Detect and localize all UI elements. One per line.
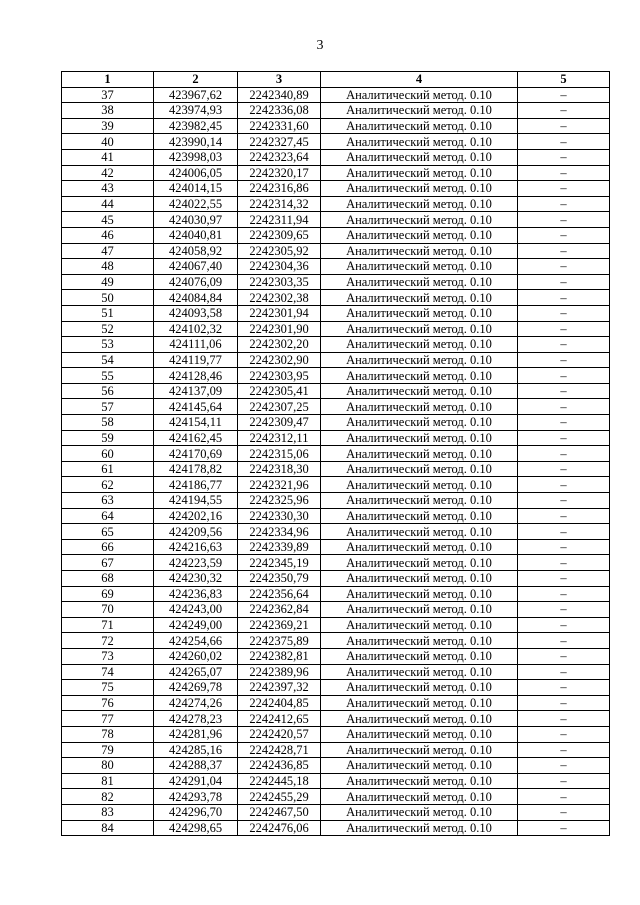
point-number-cell: 50	[62, 290, 154, 306]
x-coordinate-cell: 424084,84	[154, 290, 238, 306]
method-cell: Аналитический метод. 0.10	[321, 399, 518, 415]
point-number-cell: 51	[62, 305, 154, 321]
remark-cell: –	[518, 648, 610, 664]
x-coordinate-cell: 424269,78	[154, 680, 238, 696]
remark-cell: –	[518, 773, 610, 789]
remark-cell: –	[518, 274, 610, 290]
method-cell: Аналитический метод. 0.10	[321, 617, 518, 633]
header-col-2: 2	[154, 72, 238, 88]
x-coordinate-cell: 424119,77	[154, 352, 238, 368]
y-coordinate-cell: 2242302,90	[238, 352, 321, 368]
y-coordinate-cell: 2242339,89	[238, 539, 321, 555]
table-row	[62, 664, 610, 680]
point-number-cell: 60	[62, 446, 154, 462]
method-cell: Аналитический метод. 0.10	[321, 664, 518, 680]
method-cell: Аналитический метод. 0.10	[321, 430, 518, 446]
table-row	[62, 711, 610, 727]
y-coordinate-cell: 2242476,06	[238, 820, 321, 836]
remark-cell: –	[518, 290, 610, 306]
point-number-cell: 75	[62, 680, 154, 696]
remark-cell: –	[518, 149, 610, 165]
x-coordinate-cell: 424285,16	[154, 742, 238, 758]
table-row	[62, 524, 610, 540]
x-coordinate-cell: 424293,78	[154, 789, 238, 805]
y-coordinate-cell: 2242307,25	[238, 399, 321, 415]
remark-cell: –	[518, 383, 610, 399]
point-number-cell: 37	[62, 87, 154, 103]
y-coordinate-cell: 2242323,64	[238, 149, 321, 165]
y-coordinate-cell: 2242325,96	[238, 493, 321, 509]
table-row	[62, 773, 610, 789]
table-row	[62, 633, 610, 649]
x-coordinate-cell: 424154,11	[154, 415, 238, 431]
remark-cell: –	[518, 586, 610, 602]
point-number-cell: 43	[62, 181, 154, 197]
y-coordinate-cell: 2242436,85	[238, 758, 321, 774]
table-row	[62, 430, 610, 446]
method-cell: Аналитический метод. 0.10	[321, 726, 518, 742]
y-coordinate-cell: 2242303,35	[238, 274, 321, 290]
remark-cell: –	[518, 196, 610, 212]
y-coordinate-cell: 2242321,96	[238, 477, 321, 493]
x-coordinate-cell: 423990,14	[154, 134, 238, 150]
remark-cell: –	[518, 695, 610, 711]
table-row	[62, 726, 610, 742]
table-row	[62, 227, 610, 243]
y-coordinate-cell: 2242350,79	[238, 571, 321, 587]
point-number-cell: 42	[62, 165, 154, 181]
x-coordinate-cell: 424067,40	[154, 259, 238, 275]
x-coordinate-cell: 424216,63	[154, 539, 238, 555]
method-cell: Аналитический метод. 0.10	[321, 742, 518, 758]
method-cell: Аналитический метод. 0.10	[321, 134, 518, 150]
table-row	[62, 87, 610, 103]
method-cell: Аналитический метод. 0.10	[321, 383, 518, 399]
table-row	[62, 586, 610, 602]
method-cell: Аналитический метод. 0.10	[321, 477, 518, 493]
y-coordinate-cell: 2242455,29	[238, 789, 321, 805]
point-number-cell: 49	[62, 274, 154, 290]
method-cell: Аналитический метод. 0.10	[321, 711, 518, 727]
method-cell: Аналитический метод. 0.10	[321, 337, 518, 353]
table-row	[62, 571, 610, 587]
y-coordinate-cell: 2242315,06	[238, 446, 321, 462]
point-number-cell: 64	[62, 508, 154, 524]
method-cell: Аналитический метод. 0.10	[321, 539, 518, 555]
table-row	[62, 103, 610, 119]
point-number-cell: 71	[62, 617, 154, 633]
remark-cell: –	[518, 758, 610, 774]
point-number-cell: 69	[62, 586, 154, 602]
x-coordinate-cell: 424194,55	[154, 493, 238, 509]
table-row	[62, 415, 610, 431]
x-coordinate-cell: 423998,03	[154, 149, 238, 165]
point-number-cell: 74	[62, 664, 154, 680]
x-coordinate-cell: 423967,62	[154, 87, 238, 103]
y-coordinate-cell: 2242311,94	[238, 212, 321, 228]
y-coordinate-cell: 2242336,08	[238, 103, 321, 119]
x-coordinate-cell: 424178,82	[154, 461, 238, 477]
remark-cell: –	[518, 321, 610, 337]
y-coordinate-cell: 2242412,65	[238, 711, 321, 727]
point-number-cell: 53	[62, 337, 154, 353]
table-row	[62, 695, 610, 711]
method-cell: Аналитический метод. 0.10	[321, 648, 518, 664]
table-row	[62, 399, 610, 415]
x-coordinate-cell: 423974,93	[154, 103, 238, 119]
remark-cell: –	[518, 539, 610, 555]
point-number-cell: 67	[62, 555, 154, 571]
y-coordinate-cell: 2242445,18	[238, 773, 321, 789]
method-cell: Аналитический метод. 0.10	[321, 305, 518, 321]
point-number-cell: 59	[62, 430, 154, 446]
method-cell: Аналитический метод. 0.10	[321, 290, 518, 306]
method-cell: Аналитический метод. 0.10	[321, 259, 518, 275]
point-number-cell: 47	[62, 243, 154, 259]
x-coordinate-cell: 424260,02	[154, 648, 238, 664]
x-coordinate-cell: 424093,58	[154, 305, 238, 321]
y-coordinate-cell: 2242375,89	[238, 633, 321, 649]
table-row	[62, 118, 610, 134]
method-cell: Аналитический метод. 0.10	[321, 602, 518, 618]
remark-cell: –	[518, 243, 610, 259]
x-coordinate-cell: 424296,70	[154, 804, 238, 820]
point-number-cell: 76	[62, 695, 154, 711]
y-coordinate-cell: 2242302,38	[238, 290, 321, 306]
remark-cell: –	[518, 415, 610, 431]
table-row	[62, 742, 610, 758]
x-coordinate-cell: 424022,55	[154, 196, 238, 212]
table-row	[62, 648, 610, 664]
method-cell: Аналитический метод. 0.10	[321, 181, 518, 197]
remark-cell: –	[518, 617, 610, 633]
x-coordinate-cell: 424230,32	[154, 571, 238, 587]
method-cell: Аналитический метод. 0.10	[321, 368, 518, 384]
remark-cell: –	[518, 337, 610, 353]
method-cell: Аналитический метод. 0.10	[321, 352, 518, 368]
remark-cell: –	[518, 461, 610, 477]
remark-cell: –	[518, 118, 610, 134]
remark-cell: –	[518, 352, 610, 368]
method-cell: Аналитический метод. 0.10	[321, 274, 518, 290]
y-coordinate-cell: 2242397,32	[238, 680, 321, 696]
table-row	[62, 305, 610, 321]
method-cell: Аналитический метод. 0.10	[321, 227, 518, 243]
point-number-cell: 63	[62, 493, 154, 509]
remark-cell: –	[518, 477, 610, 493]
x-coordinate-cell: 424236,83	[154, 586, 238, 602]
x-coordinate-cell: 424223,59	[154, 555, 238, 571]
point-number-cell: 73	[62, 648, 154, 664]
y-coordinate-cell: 2242362,84	[238, 602, 321, 618]
point-number-cell: 77	[62, 711, 154, 727]
table-row	[62, 181, 610, 197]
point-number-cell: 52	[62, 321, 154, 337]
method-cell: Аналитический метод. 0.10	[321, 571, 518, 587]
remark-cell: –	[518, 430, 610, 446]
table-row	[62, 383, 610, 399]
x-coordinate-cell: 424128,46	[154, 368, 238, 384]
point-number-cell: 56	[62, 383, 154, 399]
method-cell: Аналитический метод. 0.10	[321, 446, 518, 462]
table-row	[62, 461, 610, 477]
method-cell: Аналитический метод. 0.10	[321, 118, 518, 134]
remark-cell: –	[518, 555, 610, 571]
x-coordinate-cell: 424145,64	[154, 399, 238, 415]
remark-cell: –	[518, 87, 610, 103]
table-body	[62, 87, 610, 836]
y-coordinate-cell: 2242318,30	[238, 461, 321, 477]
y-coordinate-cell: 2242340,89	[238, 87, 321, 103]
remark-cell: –	[518, 259, 610, 275]
x-coordinate-cell: 424202,16	[154, 508, 238, 524]
header-col-4: 4	[321, 72, 518, 88]
method-cell: Аналитический метод. 0.10	[321, 524, 518, 540]
method-cell: Аналитический метод. 0.10	[321, 461, 518, 477]
table-row	[62, 758, 610, 774]
point-number-cell: 46	[62, 227, 154, 243]
remark-cell: –	[518, 820, 610, 836]
table-row	[62, 804, 610, 820]
x-coordinate-cell: 424288,37	[154, 758, 238, 774]
page-number: 3	[316, 38, 324, 53]
x-coordinate-cell: 424076,09	[154, 274, 238, 290]
x-coordinate-cell: 424281,96	[154, 726, 238, 742]
x-coordinate-cell: 424102,32	[154, 321, 238, 337]
method-cell: Аналитический метод. 0.10	[321, 103, 518, 119]
x-coordinate-cell: 424274,26	[154, 695, 238, 711]
method-cell: Аналитический метод. 0.10	[321, 243, 518, 259]
remark-cell: –	[518, 804, 610, 820]
remark-cell: –	[518, 368, 610, 384]
method-cell: Аналитический метод. 0.10	[321, 586, 518, 602]
remark-cell: –	[518, 227, 610, 243]
method-cell: Аналитический метод. 0.10	[321, 820, 518, 836]
y-coordinate-cell: 2242334,96	[238, 524, 321, 540]
x-coordinate-cell: 423982,45	[154, 118, 238, 134]
point-number-cell: 61	[62, 461, 154, 477]
table-row	[62, 820, 610, 836]
point-number-cell: 80	[62, 758, 154, 774]
y-coordinate-cell: 2242382,81	[238, 648, 321, 664]
header-col-3: 3	[238, 72, 321, 88]
x-coordinate-cell: 424243,00	[154, 602, 238, 618]
remark-cell: –	[518, 633, 610, 649]
y-coordinate-cell: 2242314,32	[238, 196, 321, 212]
point-number-cell: 79	[62, 742, 154, 758]
x-coordinate-cell: 424170,69	[154, 446, 238, 462]
x-coordinate-cell: 424291,04	[154, 773, 238, 789]
x-coordinate-cell: 424298,65	[154, 820, 238, 836]
method-cell: Аналитический метод. 0.10	[321, 165, 518, 181]
method-cell: Аналитический метод. 0.10	[321, 773, 518, 789]
x-coordinate-cell: 424278,23	[154, 711, 238, 727]
y-coordinate-cell: 2242331,60	[238, 118, 321, 134]
table-row	[62, 290, 610, 306]
point-number-cell: 39	[62, 118, 154, 134]
y-coordinate-cell: 2242420,57	[238, 726, 321, 742]
remark-cell: –	[518, 602, 610, 618]
y-coordinate-cell: 2242345,19	[238, 555, 321, 571]
table-row	[62, 243, 610, 259]
x-coordinate-cell: 424137,09	[154, 383, 238, 399]
remark-cell: –	[518, 103, 610, 119]
remark-cell: –	[518, 742, 610, 758]
header-col-5: 5	[518, 72, 610, 88]
x-coordinate-cell: 424162,45	[154, 430, 238, 446]
method-cell: Аналитический метод. 0.10	[321, 415, 518, 431]
table-row	[62, 617, 610, 633]
point-number-cell: 84	[62, 820, 154, 836]
remark-cell: –	[518, 664, 610, 680]
table-row	[62, 134, 610, 150]
y-coordinate-cell: 2242309,47	[238, 415, 321, 431]
y-coordinate-cell: 2242305,92	[238, 243, 321, 259]
point-number-cell: 66	[62, 539, 154, 555]
method-cell: Аналитический метод. 0.10	[321, 212, 518, 228]
x-coordinate-cell: 424040,81	[154, 227, 238, 243]
point-number-cell: 68	[62, 571, 154, 587]
point-number-cell: 54	[62, 352, 154, 368]
table-row	[62, 165, 610, 181]
table-row	[62, 321, 610, 337]
remark-cell: –	[518, 493, 610, 509]
y-coordinate-cell: 2242301,90	[238, 321, 321, 337]
method-cell: Аналитический метод. 0.10	[321, 695, 518, 711]
remark-cell: –	[518, 524, 610, 540]
y-coordinate-cell: 2242304,36	[238, 259, 321, 275]
point-number-cell: 45	[62, 212, 154, 228]
point-number-cell: 72	[62, 633, 154, 649]
y-coordinate-cell: 2242330,30	[238, 508, 321, 524]
method-cell: Аналитический метод. 0.10	[321, 493, 518, 509]
method-cell: Аналитический метод. 0.10	[321, 321, 518, 337]
table-row	[62, 274, 610, 290]
table-row	[62, 493, 610, 509]
remark-cell: –	[518, 399, 610, 415]
table-row	[62, 539, 610, 555]
point-number-cell: 38	[62, 103, 154, 119]
y-coordinate-cell: 2242428,71	[238, 742, 321, 758]
table-row	[62, 149, 610, 165]
table-row	[62, 352, 610, 368]
remark-cell: –	[518, 711, 610, 727]
point-number-cell: 83	[62, 804, 154, 820]
x-coordinate-cell: 424006,05	[154, 165, 238, 181]
remark-cell: –	[518, 508, 610, 524]
header-row	[62, 72, 610, 88]
point-number-cell: 40	[62, 134, 154, 150]
table-row	[62, 368, 610, 384]
y-coordinate-cell: 2242389,96	[238, 664, 321, 680]
y-coordinate-cell: 2242327,45	[238, 134, 321, 150]
x-coordinate-cell: 424265,07	[154, 664, 238, 680]
point-number-cell: 65	[62, 524, 154, 540]
remark-cell: –	[518, 165, 610, 181]
y-coordinate-cell: 2242305,41	[238, 383, 321, 399]
method-cell: Аналитический метод. 0.10	[321, 87, 518, 103]
y-coordinate-cell: 2242312,11	[238, 430, 321, 446]
method-cell: Аналитический метод. 0.10	[321, 196, 518, 212]
table-row	[62, 196, 610, 212]
point-number-cell: 70	[62, 602, 154, 618]
table-row	[62, 555, 610, 571]
point-number-cell: 41	[62, 149, 154, 165]
remark-cell: –	[518, 305, 610, 321]
remark-cell: –	[518, 134, 610, 150]
x-coordinate-cell: 424014,15	[154, 181, 238, 197]
remark-cell: –	[518, 680, 610, 696]
point-number-cell: 81	[62, 773, 154, 789]
x-coordinate-cell: 424186,77	[154, 477, 238, 493]
remark-cell: –	[518, 726, 610, 742]
x-coordinate-cell: 424254,66	[154, 633, 238, 649]
table-row	[62, 680, 610, 696]
method-cell: Аналитический метод. 0.10	[321, 149, 518, 165]
y-coordinate-cell: 2242316,86	[238, 181, 321, 197]
point-number-cell: 57	[62, 399, 154, 415]
y-coordinate-cell: 2242303,95	[238, 368, 321, 384]
method-cell: Аналитический метод. 0.10	[321, 633, 518, 649]
x-coordinate-cell: 424249,00	[154, 617, 238, 633]
table-row	[62, 259, 610, 275]
y-coordinate-cell: 2242301,94	[238, 305, 321, 321]
point-number-cell: 78	[62, 726, 154, 742]
method-cell: Аналитический метод. 0.10	[321, 758, 518, 774]
remark-cell: –	[518, 181, 610, 197]
y-coordinate-cell: 2242404,85	[238, 695, 321, 711]
method-cell: Аналитический метод. 0.10	[321, 680, 518, 696]
point-number-cell: 48	[62, 259, 154, 275]
remark-cell: –	[518, 789, 610, 805]
x-coordinate-cell: 424111,06	[154, 337, 238, 353]
method-cell: Аналитический метод. 0.10	[321, 555, 518, 571]
table-row	[62, 789, 610, 805]
y-coordinate-cell: 2242369,21	[238, 617, 321, 633]
table-row	[62, 477, 610, 493]
method-cell: Аналитический метод. 0.10	[321, 508, 518, 524]
point-number-cell: 55	[62, 368, 154, 384]
header-col-1: 1	[62, 72, 154, 88]
method-cell: Аналитический метод. 0.10	[321, 804, 518, 820]
point-number-cell: 44	[62, 196, 154, 212]
table-row	[62, 602, 610, 618]
point-number-cell: 62	[62, 477, 154, 493]
y-coordinate-cell: 2242467,50	[238, 804, 321, 820]
y-coordinate-cell: 2242356,64	[238, 586, 321, 602]
point-number-cell: 82	[62, 789, 154, 805]
table-row	[62, 337, 610, 353]
remark-cell: –	[518, 212, 610, 228]
y-coordinate-cell: 2242309,65	[238, 227, 321, 243]
x-coordinate-cell: 424209,56	[154, 524, 238, 540]
remark-cell: –	[518, 446, 610, 462]
remark-cell: –	[518, 571, 610, 587]
table-row	[62, 508, 610, 524]
y-coordinate-cell: 2242320,17	[238, 165, 321, 181]
coordinates-table	[61, 71, 610, 836]
x-coordinate-cell: 424058,92	[154, 243, 238, 259]
x-coordinate-cell: 424030,97	[154, 212, 238, 228]
point-number-cell: 58	[62, 415, 154, 431]
table-row	[62, 446, 610, 462]
method-cell: Аналитический метод. 0.10	[321, 789, 518, 805]
table-row	[62, 212, 610, 228]
y-coordinate-cell: 2242302,20	[238, 337, 321, 353]
